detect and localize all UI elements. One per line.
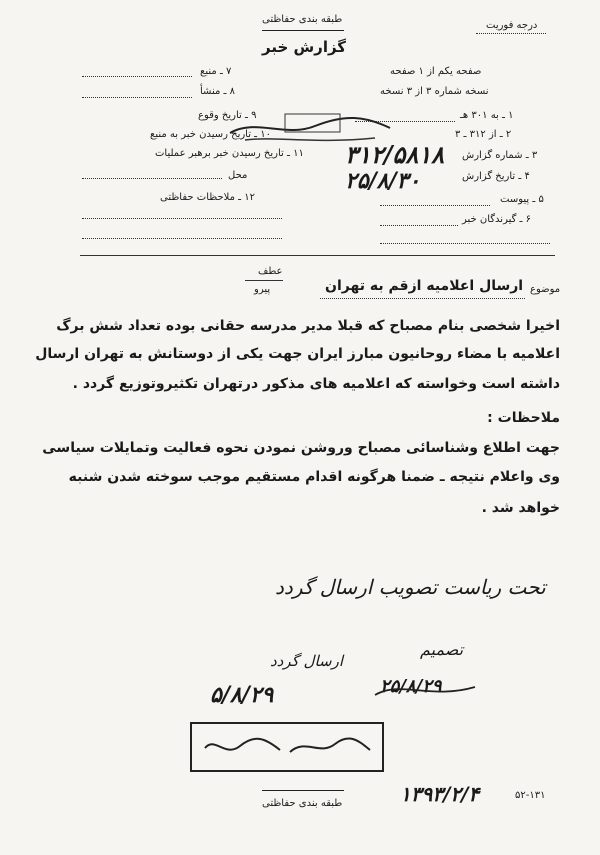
notes-line: وی واعلام نتیجه ـ ضمنا هرگونه اقدام مستقیم موجب سوخته شدن شنبه <box>68 469 560 485</box>
field-to: ۱ ـ به ۳۰۱ هـ <box>460 110 514 121</box>
archive-number: ۱۳۹۳/۲/۴ <box>400 782 480 806</box>
field-line <box>380 225 458 226</box>
body-line: اخیرا شخصی بنام مصباح که قبلا مدیر مدرسه حقانی بوده تعداد شش برگ <box>56 318 560 334</box>
page-info: صفحه یکم از ۱ صفحه <box>390 66 482 77</box>
body-line: اعلامیه با مضاء روحانیون مبارز ایران جهت یکی از دوستانش به تهران ارسال <box>35 346 560 362</box>
handwritten-sent-date: ۵/۸/۲۹ <box>210 682 274 708</box>
atf-label: عطف <box>258 266 283 277</box>
field-line <box>380 243 550 244</box>
copy-info: نسخه شماره ۳ از ۳ نسخه <box>380 86 489 97</box>
handwritten-instruction: تحت ریاست تصویب ارسال گردد <box>275 575 546 599</box>
handwritten-approval: تصمیم <box>420 640 464 659</box>
subject-text: ارسال اعلامیه ازقم به تهران <box>325 278 524 294</box>
handwritten-report-number: ۳۱۲/۵۸۱۸ <box>345 140 444 169</box>
notes-label: ملاحظات : <box>487 410 560 426</box>
field-report-date: ۴ ـ تاریخ گزارش <box>462 171 530 182</box>
field-line <box>82 178 222 179</box>
form-number: ۵۲-۱۳۱ <box>515 790 546 801</box>
notes-line: جهت اطلاع وشناسائی مصباح وروشن نمودن نحوه فعالیت وتمایلات سیاسی <box>42 440 560 456</box>
body-line: داشته است وخواسته که اعلامیه های مذکور درتهران تکثیروتوزیع گردد . <box>72 376 560 392</box>
field-received-date: ۱۰ ـ تاریخ رسیدن خبر به منبع <box>150 129 272 140</box>
approval-strike <box>370 675 480 705</box>
handwritten-report-date: ۲۵/۸/۳۰ <box>345 168 421 194</box>
stamp-scribble <box>225 108 395 148</box>
field-report-number: ۳ ـ شماره گزارش <box>462 150 538 161</box>
field-occurrence-date: ۹ ـ تاریخ وقوع <box>198 110 257 121</box>
notes-line: خواهد شد . <box>481 500 560 516</box>
field-location: محل <box>228 170 248 181</box>
handwritten-approval-date: ۲۵/۸/۲۹ <box>380 676 442 697</box>
classification-bottom-underline <box>262 790 344 791</box>
field-from: ۲ ـ از ۳۱۲ ـ ۳ <box>455 129 512 140</box>
field-origin: ۸ ـ منشأ <box>200 86 236 97</box>
atf-divider <box>245 280 283 281</box>
header-divider <box>80 255 555 256</box>
classification-top-underline <box>262 30 344 31</box>
priority-label: درجه فوریت <box>486 20 538 31</box>
field-security-notes: ۱۲ ـ ملاحظات حفاظتی <box>160 192 255 203</box>
stamp-signature <box>195 728 375 764</box>
handwritten-sent-label: ارسال گردد <box>270 652 343 670</box>
classification-top: طبقه بندی حفاظتی <box>262 14 343 25</box>
field-attachment: ۵ ـ پیوست <box>500 194 544 205</box>
field-source: ۷ ـ منبع <box>200 66 232 77</box>
subject-dots <box>320 298 525 299</box>
classification-bottom: طبقه بندی حفاظتی <box>262 798 343 809</box>
page-title: گزارش خبر <box>262 38 347 56</box>
field-line <box>380 205 490 206</box>
pirou-label: پیرو <box>254 284 271 295</box>
field-operation-date: ۱۱ ـ تاریخ رسیدن خبر برهبر عملیات <box>155 148 304 159</box>
field-line <box>82 97 192 98</box>
field-recipients: ۶ ـ گیرندگان خبر <box>462 214 532 225</box>
priority-dots <box>476 33 546 34</box>
field-line <box>82 218 282 219</box>
subject-label: موضوع <box>530 284 561 295</box>
field-line <box>82 76 192 77</box>
field-line <box>82 238 282 239</box>
